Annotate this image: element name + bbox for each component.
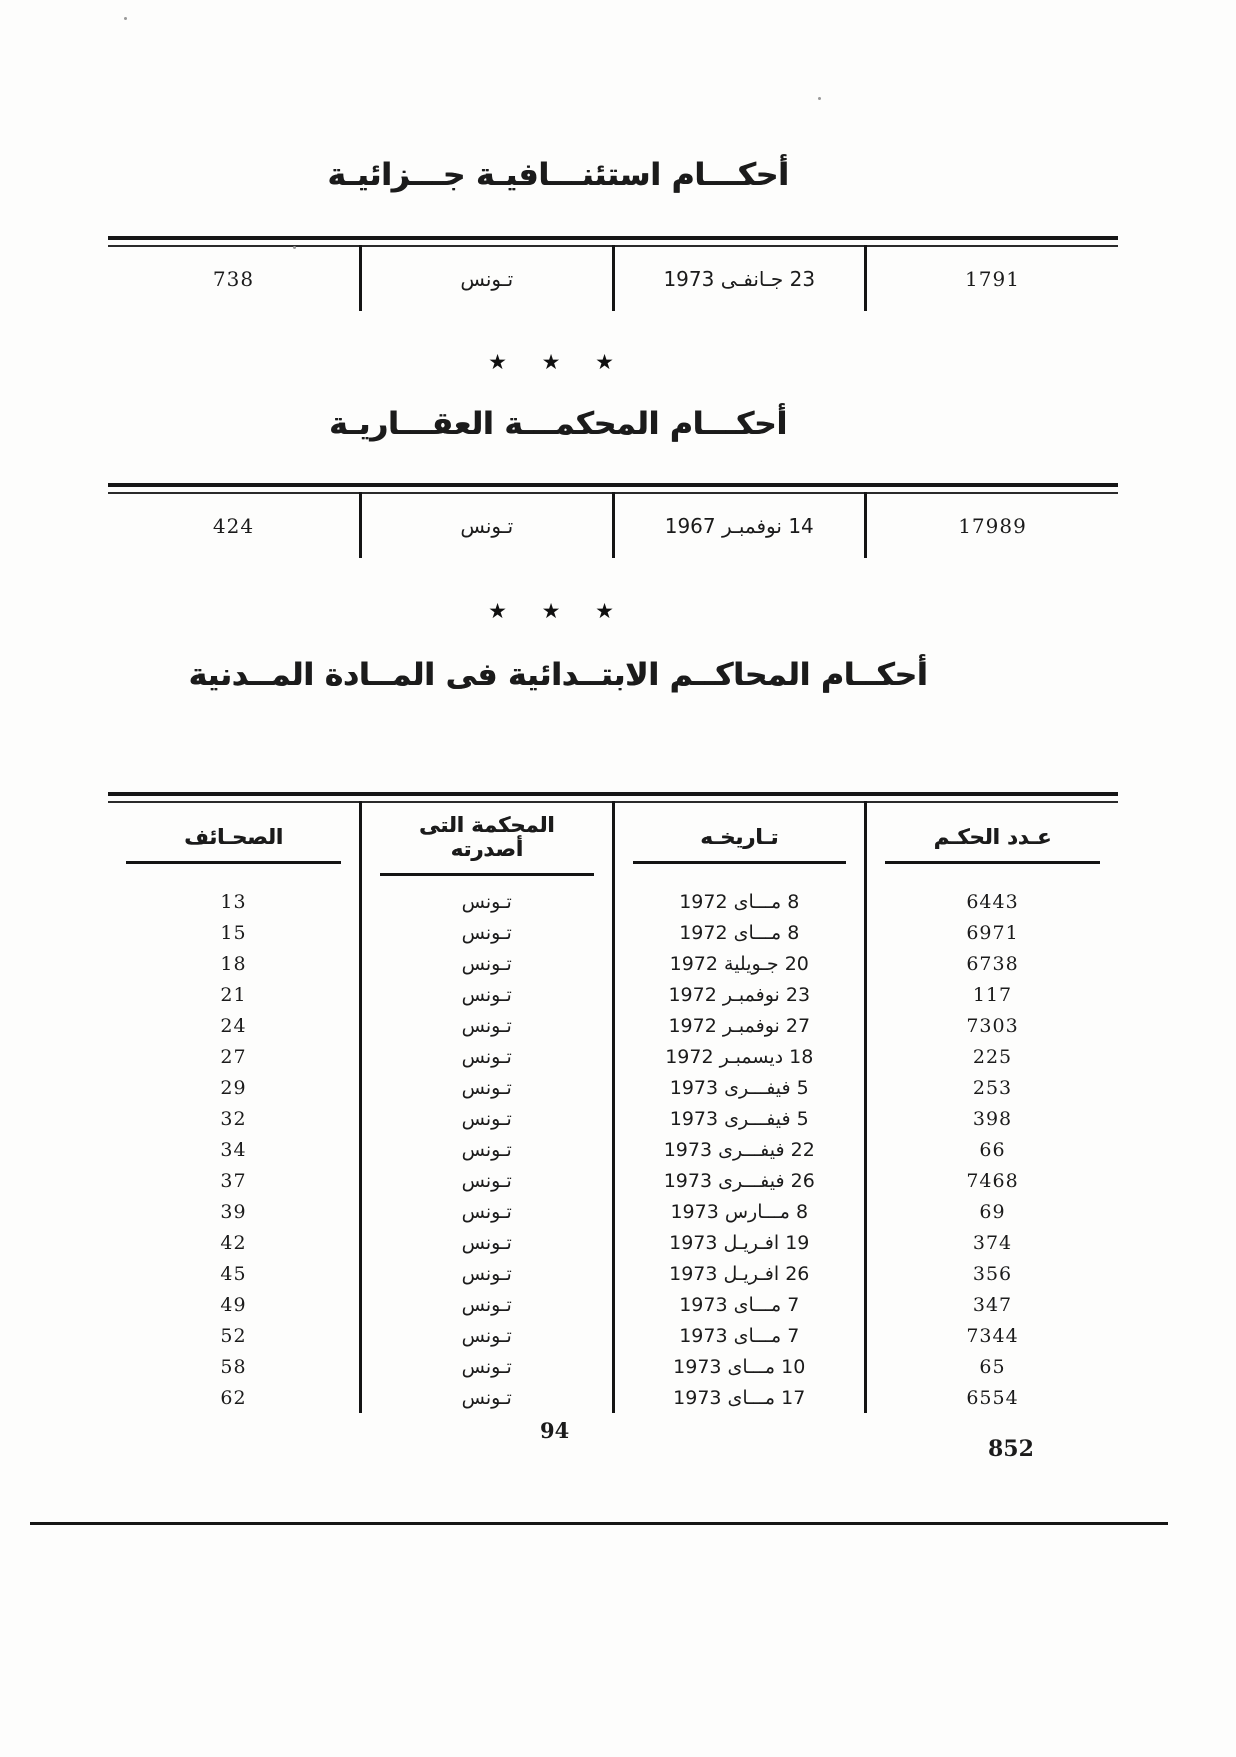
double-rule — [108, 238, 1118, 246]
civil-judgments-table — [108, 792, 1118, 1413]
table-row — [108, 917, 1118, 948]
pages-cell: 37 — [220, 1169, 247, 1192]
judgment-number-cell: 225 — [866, 1041, 1119, 1072]
court-cell: تـونس — [361, 1165, 614, 1196]
criminal-appeals-title: أحكـــام استئنـــافيـة جـــزائيـة — [327, 157, 789, 193]
judgment-date-cell: 26 افـريـل 1973 — [613, 1258, 866, 1289]
table-row — [108, 1041, 1118, 1072]
judgment-number-cell: 66 — [866, 1134, 1119, 1165]
pages-cell: 13 — [220, 890, 247, 913]
pages-cell: 27 — [220, 1045, 247, 1068]
table-row — [108, 1072, 1118, 1103]
table-row — [108, 1289, 1118, 1320]
judgment-date-cell: 20 جـويلية 1972 — [613, 948, 866, 979]
pages-cell: 15 — [220, 921, 247, 944]
pages-cell: 39 — [220, 1200, 247, 1223]
judgment-date-cell: 7 مـــاى 1973 — [613, 1320, 866, 1351]
scan-speck — [124, 17, 127, 20]
table-row — [108, 1165, 1118, 1196]
double-rule — [108, 485, 1118, 493]
judgment-date-cell: 8 مـــارس 1973 — [613, 1196, 866, 1227]
court-cell: تـونس — [361, 1134, 614, 1165]
judgment-number-cell: 65 — [866, 1351, 1119, 1382]
judgment-number-cell: 117 — [866, 979, 1119, 1010]
judgment-date-cell: 23 جـانفـى 1973 — [613, 246, 866, 311]
scan-speck — [293, 246, 296, 249]
judgment-date-cell: 19 افـريـل 1973 — [613, 1227, 866, 1258]
table-row — [108, 1382, 1118, 1413]
pages-cell: 424 — [212, 514, 255, 538]
page-number-center: 94 — [540, 1418, 570, 1443]
table-row — [108, 1196, 1118, 1227]
judgment-date-cell: 27 نوفمبـر 1972 — [613, 1010, 866, 1041]
court-cell: تـونس — [361, 1351, 614, 1382]
table-row — [108, 1320, 1118, 1351]
court-cell: تـونس — [361, 1382, 614, 1413]
pages-cell: 738 — [212, 267, 255, 291]
double-rule — [108, 794, 1118, 802]
pages-cell: 21 — [220, 983, 247, 1006]
judgment-date-cell: 22 فيفـــرى 1973 — [613, 1134, 866, 1165]
judgment-date-cell: 23 نوفمبـر 1972 — [613, 979, 866, 1010]
civil-first-instance-title: أحكــام المحاكــم الابتــدائية فى المــادة المــدنية — [188, 657, 928, 693]
stars-separator: ★ ★ ★ — [488, 350, 628, 374]
criminal-appeals-table — [108, 236, 1118, 311]
court-cell: تـونس — [361, 876, 614, 917]
table-row — [108, 493, 1118, 558]
table-row — [108, 1134, 1118, 1165]
court-cell: تـونس — [361, 1258, 614, 1289]
table-row — [108, 979, 1118, 1010]
table-row — [108, 1258, 1118, 1289]
pages-cell: 32 — [220, 1107, 247, 1130]
judgment-date-cell: 8 مـــاى 1972 — [613, 876, 866, 917]
pages-cell: 58 — [220, 1355, 247, 1378]
court-cell: تـونس — [361, 979, 614, 1010]
court-cell: تـونس — [361, 246, 614, 311]
table-row — [108, 876, 1118, 917]
page-number-right: 852 — [988, 1436, 1034, 1462]
court-cell: تـونس — [361, 917, 614, 948]
judgment-date-cell: 5 فيفـــرى 1973 — [613, 1103, 866, 1134]
court-cell: تـونس — [361, 1320, 614, 1351]
court-cell: تـونس — [361, 1103, 614, 1134]
header-court: المحكمة التى أصدرته — [361, 802, 614, 876]
content-column — [108, 0, 1118, 1413]
table-row — [108, 1010, 1118, 1041]
court-cell: تـونس — [361, 493, 614, 558]
court-cell: تـونس — [361, 948, 614, 979]
land-court-title: أحكـــام المحكمـــة العقـــاريـة — [329, 406, 787, 442]
table-row — [108, 1351, 1118, 1382]
judgment-date-cell: 8 مـــاى 1972 — [613, 917, 866, 948]
court-cell: تـونس — [361, 1072, 614, 1103]
court-cell: تـونس — [361, 1196, 614, 1227]
table-header-row — [108, 802, 1118, 876]
pages-cell: 42 — [220, 1231, 247, 1254]
table-row — [108, 1103, 1118, 1134]
court-cell: تـونس — [361, 1289, 614, 1320]
table-row — [108, 1227, 1118, 1258]
land-court-table — [108, 483, 1118, 558]
pages-cell: 24 — [220, 1014, 247, 1037]
judgment-number-cell: 347 — [866, 1289, 1119, 1320]
pages-cell: 45 — [220, 1262, 247, 1285]
judgment-number-cell: 374 — [866, 1227, 1119, 1258]
pages-cell: 29 — [220, 1076, 247, 1099]
judgment-number-cell: 7303 — [866, 1010, 1119, 1041]
header-judgment-number: عـدد الحكـم — [866, 802, 1119, 876]
pages-cell: 52 — [220, 1324, 247, 1347]
judgment-number-cell: 7468 — [866, 1165, 1119, 1196]
stars-separator: ★ ★ ★ — [488, 599, 628, 623]
header-pages: الصحـائف — [108, 802, 361, 876]
pages-cell: 34 — [220, 1138, 247, 1161]
scan-speck — [818, 97, 821, 100]
court-cell: تـونس — [361, 1041, 614, 1072]
judgment-number-cell: 6443 — [866, 876, 1119, 917]
court-cell: تـونس — [361, 1010, 614, 1041]
judgment-date-cell: 18 ديسمبـر 1972 — [613, 1041, 866, 1072]
pages-cell: 18 — [220, 952, 247, 975]
judgment-number-cell: 1791 — [866, 246, 1119, 311]
court-cell: تـونس — [361, 1227, 614, 1258]
pages-cell: 62 — [220, 1386, 247, 1409]
table-row — [108, 246, 1118, 311]
bottom-rule — [30, 1522, 1168, 1525]
pages-cell: 49 — [220, 1293, 247, 1316]
judgment-number-cell: 7344 — [866, 1320, 1119, 1351]
judgment-number-cell: 398 — [866, 1103, 1119, 1134]
judgment-number-cell: 6738 — [866, 948, 1119, 979]
judgments-table-body — [108, 876, 1118, 1413]
header-judgment-date: تـاريخـه — [613, 802, 866, 876]
judgment-date-cell: 7 مـــاى 1973 — [613, 1289, 866, 1320]
judgment-date-cell: 5 فيفـــرى 1973 — [613, 1072, 866, 1103]
judgment-date-cell: 26 فيفـــرى 1973 — [613, 1165, 866, 1196]
judgment-number-cell: 356 — [866, 1258, 1119, 1289]
judgment-date-cell: 10 مـــاى 1973 — [613, 1351, 866, 1382]
judgment-date-cell: 17 مـــاى 1973 — [613, 1382, 866, 1413]
judgment-number-cell: 6554 — [866, 1382, 1119, 1413]
table-row — [108, 948, 1118, 979]
judgment-number-cell: 17989 — [866, 493, 1119, 558]
judgment-date-cell: 14 نوفمبـر 1967 — [613, 493, 866, 558]
judgment-number-cell: 253 — [866, 1072, 1119, 1103]
judgment-number-cell: 6971 — [866, 917, 1119, 948]
judgment-number-cell: 69 — [866, 1196, 1119, 1227]
